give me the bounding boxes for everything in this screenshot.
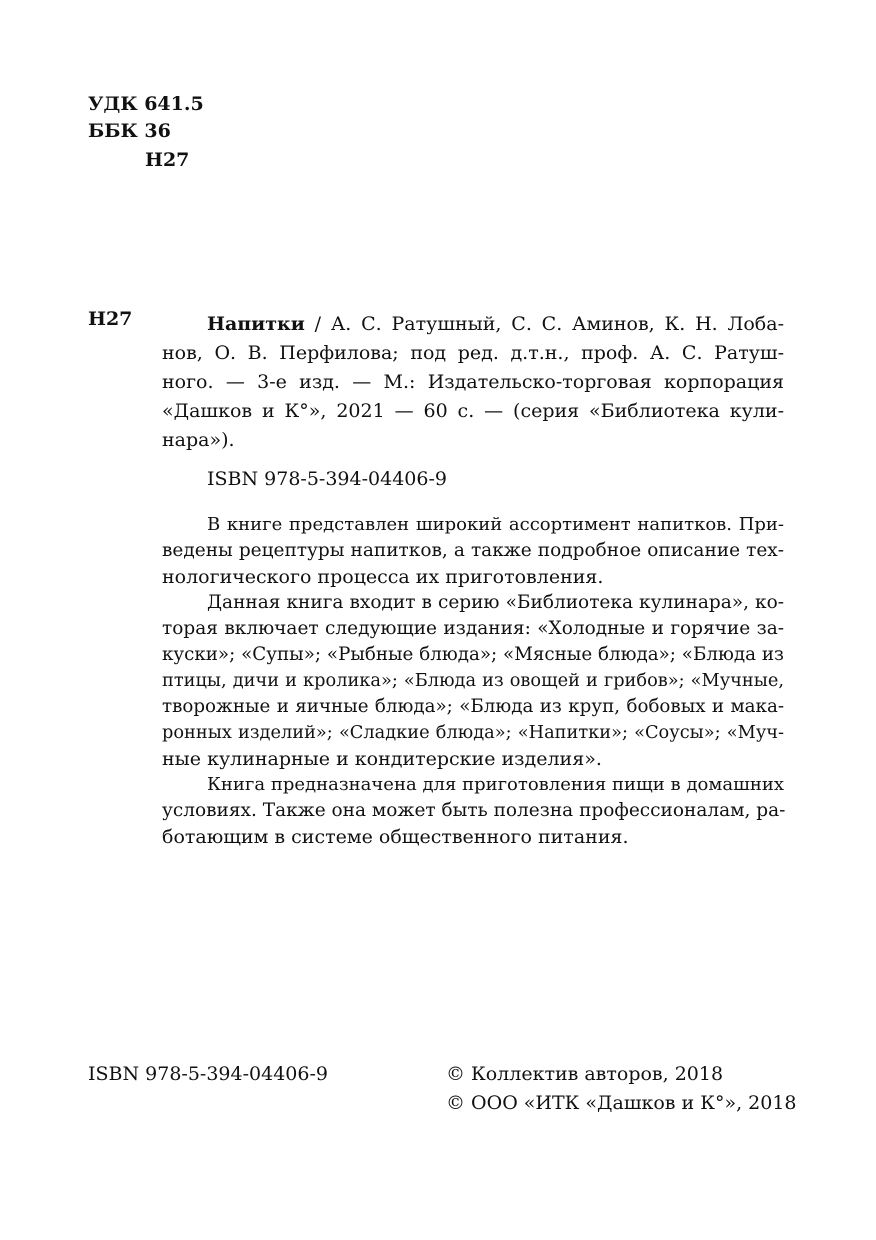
record-authors: / А. С. Ратушный, С. С. Аминов, К. Н. Лоба- [304, 313, 784, 335]
record-cutter-code: Н27 [88, 308, 133, 330]
annotation-line: условиях. Также она может быть полезна профессионалам, ра- [162, 800, 786, 821]
bbk-code: ББК 36 [88, 120, 171, 142]
footer-isbn: ISBN 978-5-394-04406-9 [88, 1063, 328, 1085]
annotation-line: птицы, дичи и кролика»; «Блюда из овощей и грибов»; «Мучные, [162, 671, 784, 691]
annotation-line: В книге представлен широкий ассортимент напитков. При- [207, 514, 784, 535]
annotation-line: Данная книга входит в серию «Библиотека кулинара», ко- [207, 592, 784, 613]
cutter-code: Н27 [145, 149, 190, 171]
annotation-line: Книга предназначена для приготовления пищи в домашних [207, 774, 784, 795]
annotation-line: ронных изделий»; «Сладкие блюда»; «Напитки»; «Соусы»; «Муч- [162, 723, 784, 743]
udk-code: УДК 641.5 [88, 93, 204, 115]
book-title: Напитки [207, 313, 305, 335]
annotation-line: торая включает следующие издания: «Холодные и горячие за- [162, 618, 784, 639]
annotation-line: ботающим в системе общественного питания. [162, 826, 629, 848]
annotation-line: ные кулинарные и кондитерские изделия». [162, 748, 602, 770]
record-line-2: нов, О. В. Перфилова; под ред. д.т.н., проф. А. С. Ратуш- [162, 342, 784, 364]
annotation-line: ведены рецептуры напитков, а также подробное описание тех- [162, 540, 784, 561]
record-isbn: ISBN 978-5-394-04406-9 [207, 468, 447, 490]
annotation-line: куски»; «Супы»; «Рыбные блюда»; «Мясные блюда»; «Блюда из [162, 644, 784, 665]
copyright-publisher: © ООО «ИТК «Дашков и К°», 2018 [446, 1092, 797, 1114]
copyright-authors: © Коллектив авторов, 2018 [446, 1063, 724, 1085]
record-line-3: ного. — 3-е изд. — М.: Издательско-торговая корпорация [162, 371, 784, 393]
annotation-line: творожные и яичные блюда»; «Блюда из круп, бобовых и мака- [162, 696, 784, 717]
record-line-5: нара»). [162, 429, 235, 451]
annotation-line: нологического процесса их приготовления. [162, 566, 604, 588]
record-line-4: «Дашков и К°», 2021 — 60 с. — (серия «Библиотека кули- [162, 400, 784, 422]
record-line-1 [207, 312, 784, 336]
